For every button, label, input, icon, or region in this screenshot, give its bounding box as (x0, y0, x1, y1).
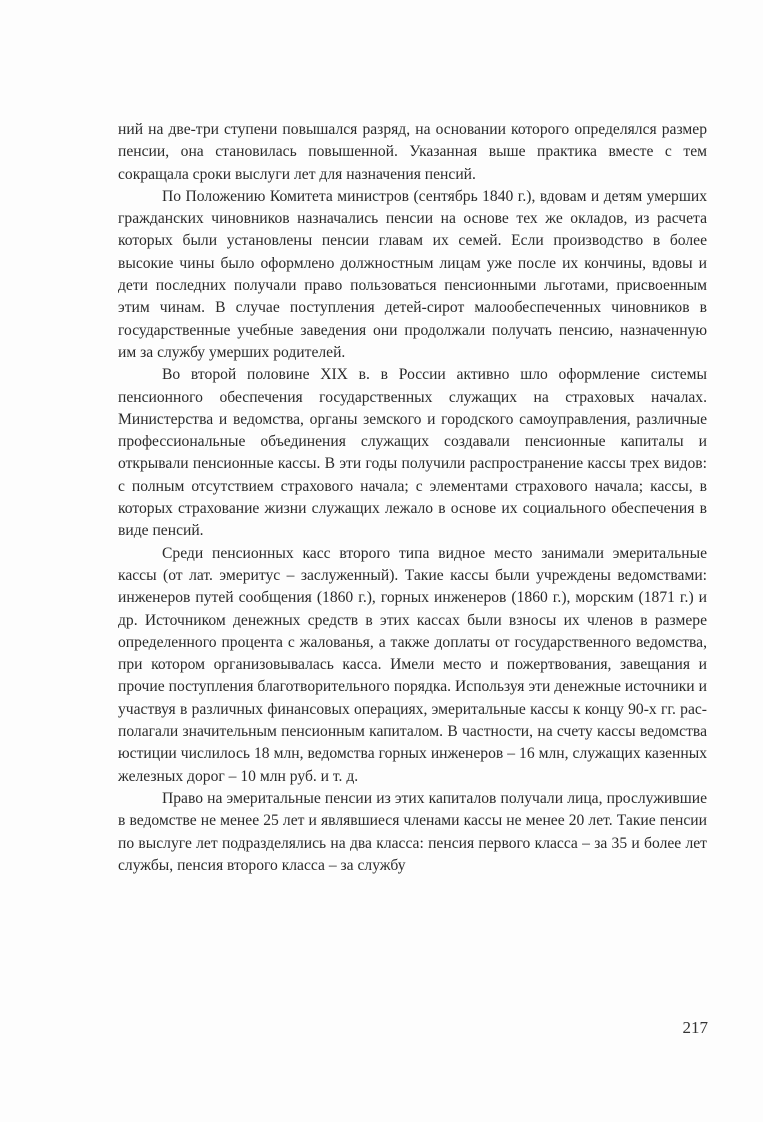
paragraph-committee-ministers: По Положению Комитета министров (сентябрь 1840 г.), вдовам и детям умерших гражданских чиновников назначались пенсии на основе тех же окладов, из расчета которых были установлены пенсии главам их семей. Если производство в более высокие чины было оформлено должностным лицам уже после их кончины, вдовы и дети последних получали право пользоваться пенсионными льготами, присвоенным этим чинам. В случае поступления детей-сирот малообеспеченных чиновников в государственные учебные заведения они продолжали получать пенсию, назначенную им за службу умерших родителей. (118, 187, 707, 361)
paragraph-pension-system: Во второй половине XIX в. в России активно шло оформление системы пенсионного обеспечения государственных служащих на страховых началах. Министерства и ведомства, органы земского и городского самоуправления, различные профессиональные объединения служащих создавали пенсионные капиталы и открывали пенсионные кассы. В эти годы получили распространение кассы трех видов: с полным отсутствием страхового начала; с элементами страхового начала; кассы, в которых страхование жизни служащих лежало в основе их социального обеспечения в виде пенсий. (118, 366, 707, 540)
paragraph-pension-rights: Право на эмеритальные пенсии из этих капиталов получали лица, прослужившие в ведомстве не менее 25 лет и являвшиеся членами кассы не менее 20 лет. Такие пенсии по выслуге лет подразделялись на два класса: пенсия первого класса – за 35 и более лет службы, пенсия второго класса – за службу (118, 789, 707, 874)
body-text (118, 119, 707, 877)
paragraph-emeritus-funds: Среди пенсионных касс второго типа видное место занимали эмеритальные кассы (от лат. эмеритус – заслуженный). Такие кассы были учреждены ведомствами: инженеров путей сообщения (1860 г.), горных инженеров (1860 г.), морским (1871 г.) и др. Источником денежных средств в этих кассах были взносы их членов в размере определенного процента с жалованья, а также доплаты от государственного ведомства, при котором организовывалась касса. Имели место и пожертвования, завещания и прочие поступления благотворительного порядка. Используя эти денежные источники и участвуя в различных финансовых операциях, эмеритальные кассы к концу 90-х гг. располагали значительным пенсионным капиталом. В частности, на счету кассы ведомства юстиции числилось 18 млн, ведомства горных инженеров – 16 млн, служащих казенных железных дорог – 10 млн руб. и т. д. (118, 544, 707, 785)
paragraph-continuation: ний на две-три ступени повышался разряд, на основании которого определялся размер пенсии, она становилась повышенной. Указанная выше практика вместе с тем сокращала сроки выслуги лет для назначения пенсий. (118, 121, 707, 183)
page-number: 217 (682, 1018, 708, 1037)
